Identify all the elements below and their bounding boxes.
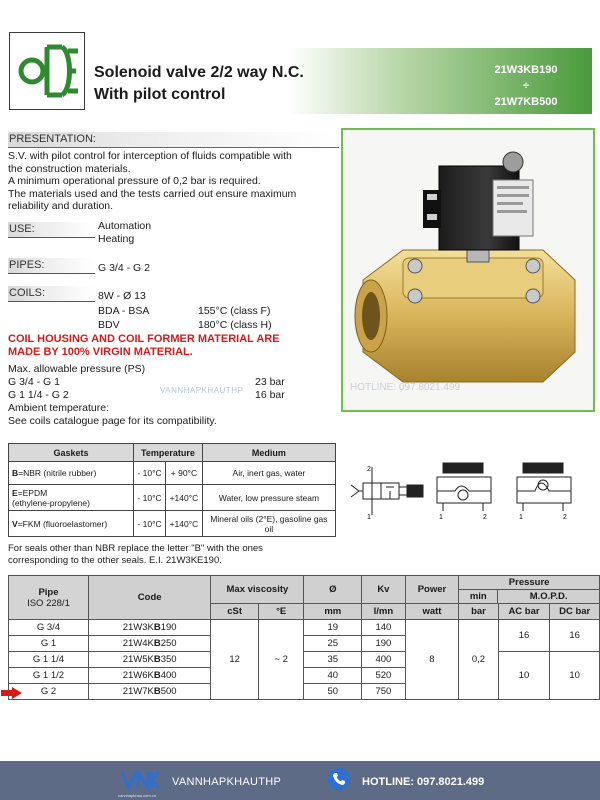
temp-min: - 10°C [134, 462, 166, 485]
medium: Air, inert gas, water [202, 462, 335, 485]
pressure-value-2: 16 bar [255, 389, 285, 401]
code-cell: 21W3KB190 [88, 620, 210, 636]
pressure-header-label: Pressure [459, 576, 599, 590]
ambient-temperature: Ambient temperature: [8, 402, 109, 414]
coil-power: 8W - Ø 13 [98, 290, 146, 302]
kv-cell: 520 [362, 668, 406, 684]
watermark-brand: VANNHAPKHAUTHP [160, 386, 244, 395]
seals-note [8, 543, 338, 566]
kv-cell: 400 [362, 652, 406, 668]
lmn-header: l/mn [362, 604, 406, 620]
coils-heading: COILS: [8, 286, 95, 302]
pipes-value: G 3/4 - G 2 [98, 262, 150, 274]
pipe-cell: G 1 [9, 636, 89, 652]
table-row [9, 620, 600, 636]
temperature-col: Temperature [134, 444, 203, 462]
iso-symbol-icon [351, 467, 423, 515]
footer-brand[interactable]: VANNHAPKHAUTHP [172, 776, 282, 788]
ode-logo-icon [10, 33, 84, 109]
title-line2: With pilot control [94, 86, 226, 103]
title-line1: Solenoid valve 2/2 way N.C. [94, 64, 304, 81]
presentation-text [8, 150, 338, 213]
use-list [98, 220, 151, 245]
code-header: Code [88, 576, 210, 620]
dc-bar-cell: 16 [550, 620, 600, 652]
pipe-cell: G 2 [9, 684, 89, 700]
medium: Water, low pressure steam [202, 485, 335, 511]
diagram-a-port-2: 2 [483, 514, 487, 521]
temp-max: + 90°C [166, 462, 203, 485]
page-title [94, 62, 304, 106]
code-to: 21W7KB500 [494, 96, 558, 108]
ac-bar-cell: 16 [498, 620, 550, 652]
code-from: 21W3KB190 [494, 64, 558, 76]
pipe-cell: G 1 1/4 [9, 652, 89, 668]
min-bar-cell: 0,2 [459, 620, 498, 700]
temp-max: +140°C [166, 511, 203, 537]
mm-header: mm [304, 604, 362, 620]
valve-section-closed-icon [437, 463, 491, 511]
watt-header: watt [405, 604, 459, 620]
presentation-line: S.V. with pilot control for interception of fluids compatible with [8, 150, 292, 162]
temp-min: - 10°C [134, 485, 166, 511]
red-arrow-icon [0, 686, 24, 700]
notice-line: MADE BY 100% VIRGIN MATERIAL. [8, 346, 193, 358]
engler-cell: ~ 2 [258, 620, 304, 700]
pressure-title: Max. allowable pressure (PS) [8, 363, 146, 375]
seals-note-line: corresponding to the other seals. E.I. 21W3KE190. [8, 554, 222, 566]
pressure-header [459, 576, 600, 604]
diagram-b-port-1: 1 [519, 514, 523, 521]
mm-cell: 35 [304, 652, 362, 668]
ac-bar-header: AC bar [498, 604, 550, 620]
bar-header: bar [459, 604, 498, 620]
coil-compat-note: See coils catalogue page for its compatibility. [8, 415, 217, 427]
coil-bda-temp: 155°C (class F) [198, 305, 271, 317]
kv-cell: 750 [362, 684, 406, 700]
gasket-name: V=FKM (fluoroelastomer) [9, 511, 134, 537]
seals-note-line: For seals other than NBR replace the letter "B" with the ones [8, 543, 263, 554]
diameter-header: Ø [304, 576, 362, 604]
pipe-cell: G 3/4 [9, 620, 89, 636]
table-row [9, 485, 336, 511]
spec-table [8, 575, 600, 700]
gasket-name: B=NBR (nitrile rubber) [9, 462, 134, 485]
table-row [9, 462, 336, 485]
valve-section-open-icon [517, 463, 571, 511]
port-2-label: 2 [367, 466, 371, 473]
watermark-hotline: HOTLINE: 097.8021.499 [350, 382, 461, 393]
code-cell: 21W4KB250 [88, 636, 210, 652]
dc-bar-cell: 10 [550, 652, 600, 700]
ac-bar-cell: 10 [498, 652, 550, 700]
vnk-logo-icon [120, 770, 160, 792]
use-item: Automation [98, 220, 152, 232]
gaskets-header-row [9, 444, 336, 462]
power-cell: 8 [405, 620, 459, 700]
coil-bdv-name: BDV [98, 319, 120, 331]
valve-symbol-diagrams [345, 455, 600, 525]
solenoid-valve-image [343, 130, 593, 410]
diagram-b-port-2: 2 [563, 514, 567, 521]
code-separator: ÷ [522, 80, 530, 92]
spec-header-row-1 [9, 576, 600, 604]
footer-hotline[interactable]: HOTLINE: 097.8021.499 [362, 776, 485, 788]
presentation-line: the construction materials. [8, 162, 131, 175]
pressure-size-1: G 3/4 - G 1 [8, 376, 60, 388]
temp-min: - 10°C [134, 511, 166, 537]
medium: Mineral oils (2°E), gasoline gas oil [202, 511, 335, 537]
presentation-heading: PRESENTATION: [8, 132, 339, 148]
use-heading: USE: [8, 222, 95, 238]
mm-cell: 25 [304, 636, 362, 652]
pipe-header-label: Pipe [38, 586, 59, 598]
pipe-cell: G 1 1/2 [9, 668, 89, 684]
gaskets-table [8, 443, 336, 537]
medium-col: Medium [202, 444, 335, 462]
engler-header: °E [258, 604, 304, 620]
vnk-logo [120, 770, 160, 792]
coil-material-notice [8, 333, 280, 359]
cst-header: cSt [211, 604, 259, 620]
footer-bar [0, 761, 600, 800]
temp-max: +140°C [166, 485, 203, 511]
kv-cell: 190 [362, 636, 406, 652]
pipe-header [9, 576, 89, 620]
presentation-line: A minimum operational pressure of 0,2 bar is required. [8, 175, 261, 187]
dc-bar-header: DC bar [550, 604, 600, 620]
coil-bdv-temp: 180°C (class H) [198, 319, 272, 331]
mm-cell: 40 [304, 668, 362, 684]
code-cell: 21W5KB350 [88, 652, 210, 668]
viscosity-header: Max viscosity [211, 576, 304, 604]
power-header: Power [405, 576, 459, 604]
mm-cell: 50 [304, 684, 362, 700]
model-range [470, 62, 582, 110]
pressure-value-1: 23 bar [255, 376, 285, 388]
diagram-a-port-1: 1 [439, 514, 443, 521]
pipes-heading: PIPES: [8, 258, 95, 274]
code-cell: 21W6KB400 [88, 668, 210, 684]
pipe-header-sub: ISO 228/1 [27, 597, 70, 609]
mopd-header: M.O.P.D. [529, 591, 568, 602]
kv-header: Kv [362, 576, 406, 604]
table-row [9, 511, 336, 537]
table-row [9, 652, 600, 668]
notice-line: COIL HOUSING AND COIL FORMER MATERIAL ARE [8, 333, 280, 345]
product-photo [341, 128, 595, 412]
vnk-logo-sub: vannhapkhau.com.vn [118, 793, 157, 798]
gasket-name: E=EPDM (ethylene-propylene) [9, 485, 134, 511]
port-1-label: 1 [367, 514, 371, 521]
use-item: Heating [98, 232, 135, 245]
gaskets-col: Gaskets [9, 444, 134, 462]
mm-cell: 19 [304, 620, 362, 636]
phone-icon[interactable] [328, 768, 350, 790]
coil-bda-name: BDA - BSA [98, 305, 150, 317]
min-header: min [459, 590, 498, 603]
code-cell: 21W7KB500 [88, 684, 210, 700]
brand-logo [9, 32, 85, 110]
presentation-line: The materials used and the tests carried out ensure maximum [8, 187, 297, 200]
kv-cell: 140 [362, 620, 406, 636]
pressure-size-2: G 1 1/4 - G 2 [8, 389, 69, 401]
presentation-line: reliability and duration. [8, 200, 114, 212]
cst-cell: 12 [211, 620, 259, 700]
